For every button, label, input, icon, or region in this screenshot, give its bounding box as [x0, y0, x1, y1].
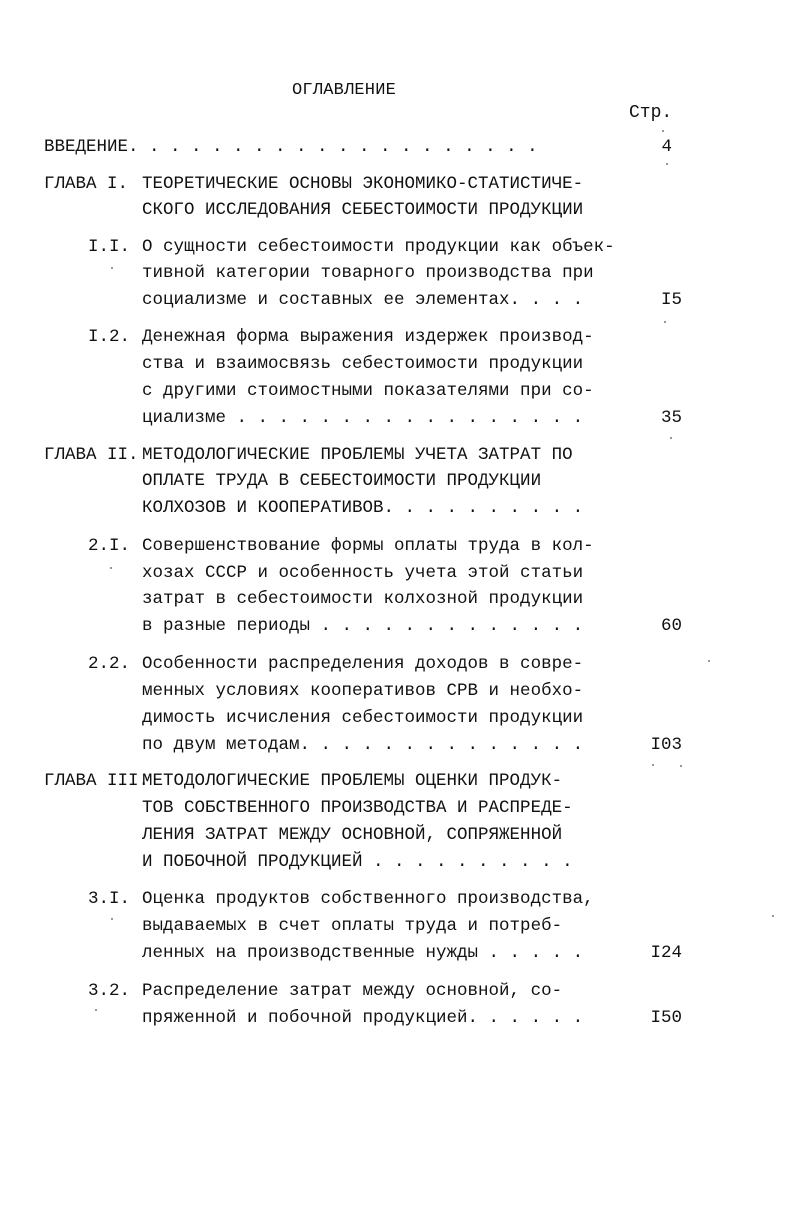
toc-section-3-1-line-2: выдаваемых в счет оплаты труда и потреб- [142, 916, 563, 936]
toc-section-3-1-line-3: ленных на производственные нужды . . . . . [142, 943, 584, 963]
toc-section-2-1-line-1: Совершенствование формы оплаты труда в кол- [142, 536, 594, 556]
toc-section-2-2-line-3: димость исчисления себестоимости продукции [142, 708, 584, 728]
toc-section-2-1-page: 60 [660, 616, 682, 636]
scan-speck [664, 321, 666, 323]
toc-section-1-2-line-4: циализме . . . . . . . . . . . . . . . . . [142, 408, 584, 428]
scan-speck [652, 764, 654, 766]
toc-chapter-3-line-3: ЛЕНИЯ ЗАТРАТ МЕЖДУ ОСНОВНОЙ, СОПРЯЖЕННОЙ [142, 825, 563, 845]
toc-chapter-3-line-2: ТОВ СОБСТВЕННОГО ПРОИЗВОДСТВА И РАСПРЕДЕ- [142, 798, 573, 818]
toc-section-1-1-line-2: тивной категории товарного производства при [142, 263, 594, 283]
scan-speck [662, 130, 664, 132]
toc-section-1-2-page: 35 [660, 408, 682, 428]
toc-chapter-2-line-3: КОЛХОЗОВ И КООПЕРАТИВОВ. . . . . . . . . . [142, 498, 584, 518]
scan-speck [680, 765, 682, 767]
toc-section-1-1-page: I5 [660, 290, 682, 310]
toc-heading: ОГЛАВЛЕНИЕ [292, 81, 397, 100]
scan-speck [708, 660, 710, 662]
toc-section-2-1-line-3: затрат в себестоимости колхозной продукции [142, 589, 584, 609]
toc-section-2-1-line-4: в разные периоды . . . . . . . . . . . . . [142, 616, 584, 636]
toc-chapter-1-number: ГЛАВА I. [44, 174, 129, 194]
scan-speck [666, 163, 668, 165]
scan-speck [111, 918, 113, 920]
scan-speck [110, 567, 112, 569]
toc-chapter-2-number: ГЛАВА II. [44, 445, 139, 465]
toc-section-1-2-line-2: ства и взаимосвязь себестоимости продукции [142, 354, 584, 374]
toc-section-2-2-line-1: Особенности распределения доходов в совре- [142, 654, 584, 674]
toc-section-3-1-line-1: Оценка продуктов собственного производства, [142, 889, 594, 909]
toc-section-1-2-line-3: с другими стоимостными показателями при со- [142, 381, 594, 401]
toc-chapter-3-line-1: МЕТОДОЛОГИЧЕСКИЕ ПРОБЛЕМЫ ОЦЕНКИ ПРОДУК- [142, 771, 563, 791]
toc-section-2-1-line-2: хозах СССР и особенность учета этой статьи [142, 563, 584, 583]
toc-section-2-2-line-4: по двум методам. . . . . . . . . . . . . . [142, 735, 584, 755]
scan-speck [670, 437, 672, 439]
toc-section-3-2-number: 3.2. [88, 981, 131, 1001]
toc-section-1-2-number: I.2. [88, 327, 131, 347]
toc-section-2-2-number: 2.2. [88, 654, 131, 674]
scan-speck [772, 915, 774, 917]
toc-section-1-2-line-1: Денежная форма выражения издержек производ- [142, 327, 594, 347]
toc-section-1-1-line-3: социализме и составных ее элементах. . . . [142, 290, 584, 310]
toc-chapter-3-line-4: И ПОБОЧНОЙ ПРОДУКЦИЕЙ . . . . . . . . . . [142, 852, 573, 872]
toc-section-1-1-line-1: О сущности себестоимости продукции как объек- [142, 237, 615, 257]
toc-section-1-1-number: I.I. [88, 237, 131, 257]
toc-section-3-1-number: 3.I. [88, 889, 131, 909]
toc-section-3-1-page: I24 [650, 943, 682, 963]
scan-speck [111, 267, 113, 269]
toc-section-2-2-line-2: менных условиях кооперативов СРВ и необхо- [142, 681, 584, 701]
toc-chapter-1-line-1: ТЕОРЕТИЧЕСКИЕ ОСНОВЫ ЭКОНОМИКО-СТАТИСТИЧЕ- [142, 174, 584, 194]
scan-speck [95, 1009, 97, 1011]
toc-section-2-2-page: I03 [650, 735, 682, 755]
toc-chapter-2-line-1: МЕТОДОЛОГИЧЕСКИЕ ПРОБЛЕМЫ УЧЕТА ЗАТРАТ ПО [142, 445, 573, 465]
toc-section-3-2-line-2: пряженной и побочной продукцией. . . . . . [142, 1008, 584, 1028]
toc-chapter-3-number: ГЛАВА III. [44, 771, 150, 791]
page-column-label: Стр. [629, 103, 673, 123]
toc-section-3-2-page: I50 [650, 1008, 682, 1028]
toc-entry-introduction-page: 4 [661, 137, 672, 157]
toc-chapter-2-line-2: ОПЛАТЕ ТРУДА В СЕБЕСТОИМОСТИ ПРОДУКЦИИ [142, 471, 542, 491]
toc-entry-introduction-line-1: ВВЕДЕНИЕ. . . . . . . . . . . . . . . . . . . . [44, 137, 538, 157]
toc-chapter-1-line-2: СКОГО ИССЛЕДОВАНИЯ СЕБЕСТОИМОСТИ ПРОДУКЦИИ [142, 200, 584, 220]
toc-section-2-1-number: 2.I. [88, 536, 131, 556]
toc-section-3-2-line-1: Распределение затрат между основной, со- [142, 981, 563, 1001]
